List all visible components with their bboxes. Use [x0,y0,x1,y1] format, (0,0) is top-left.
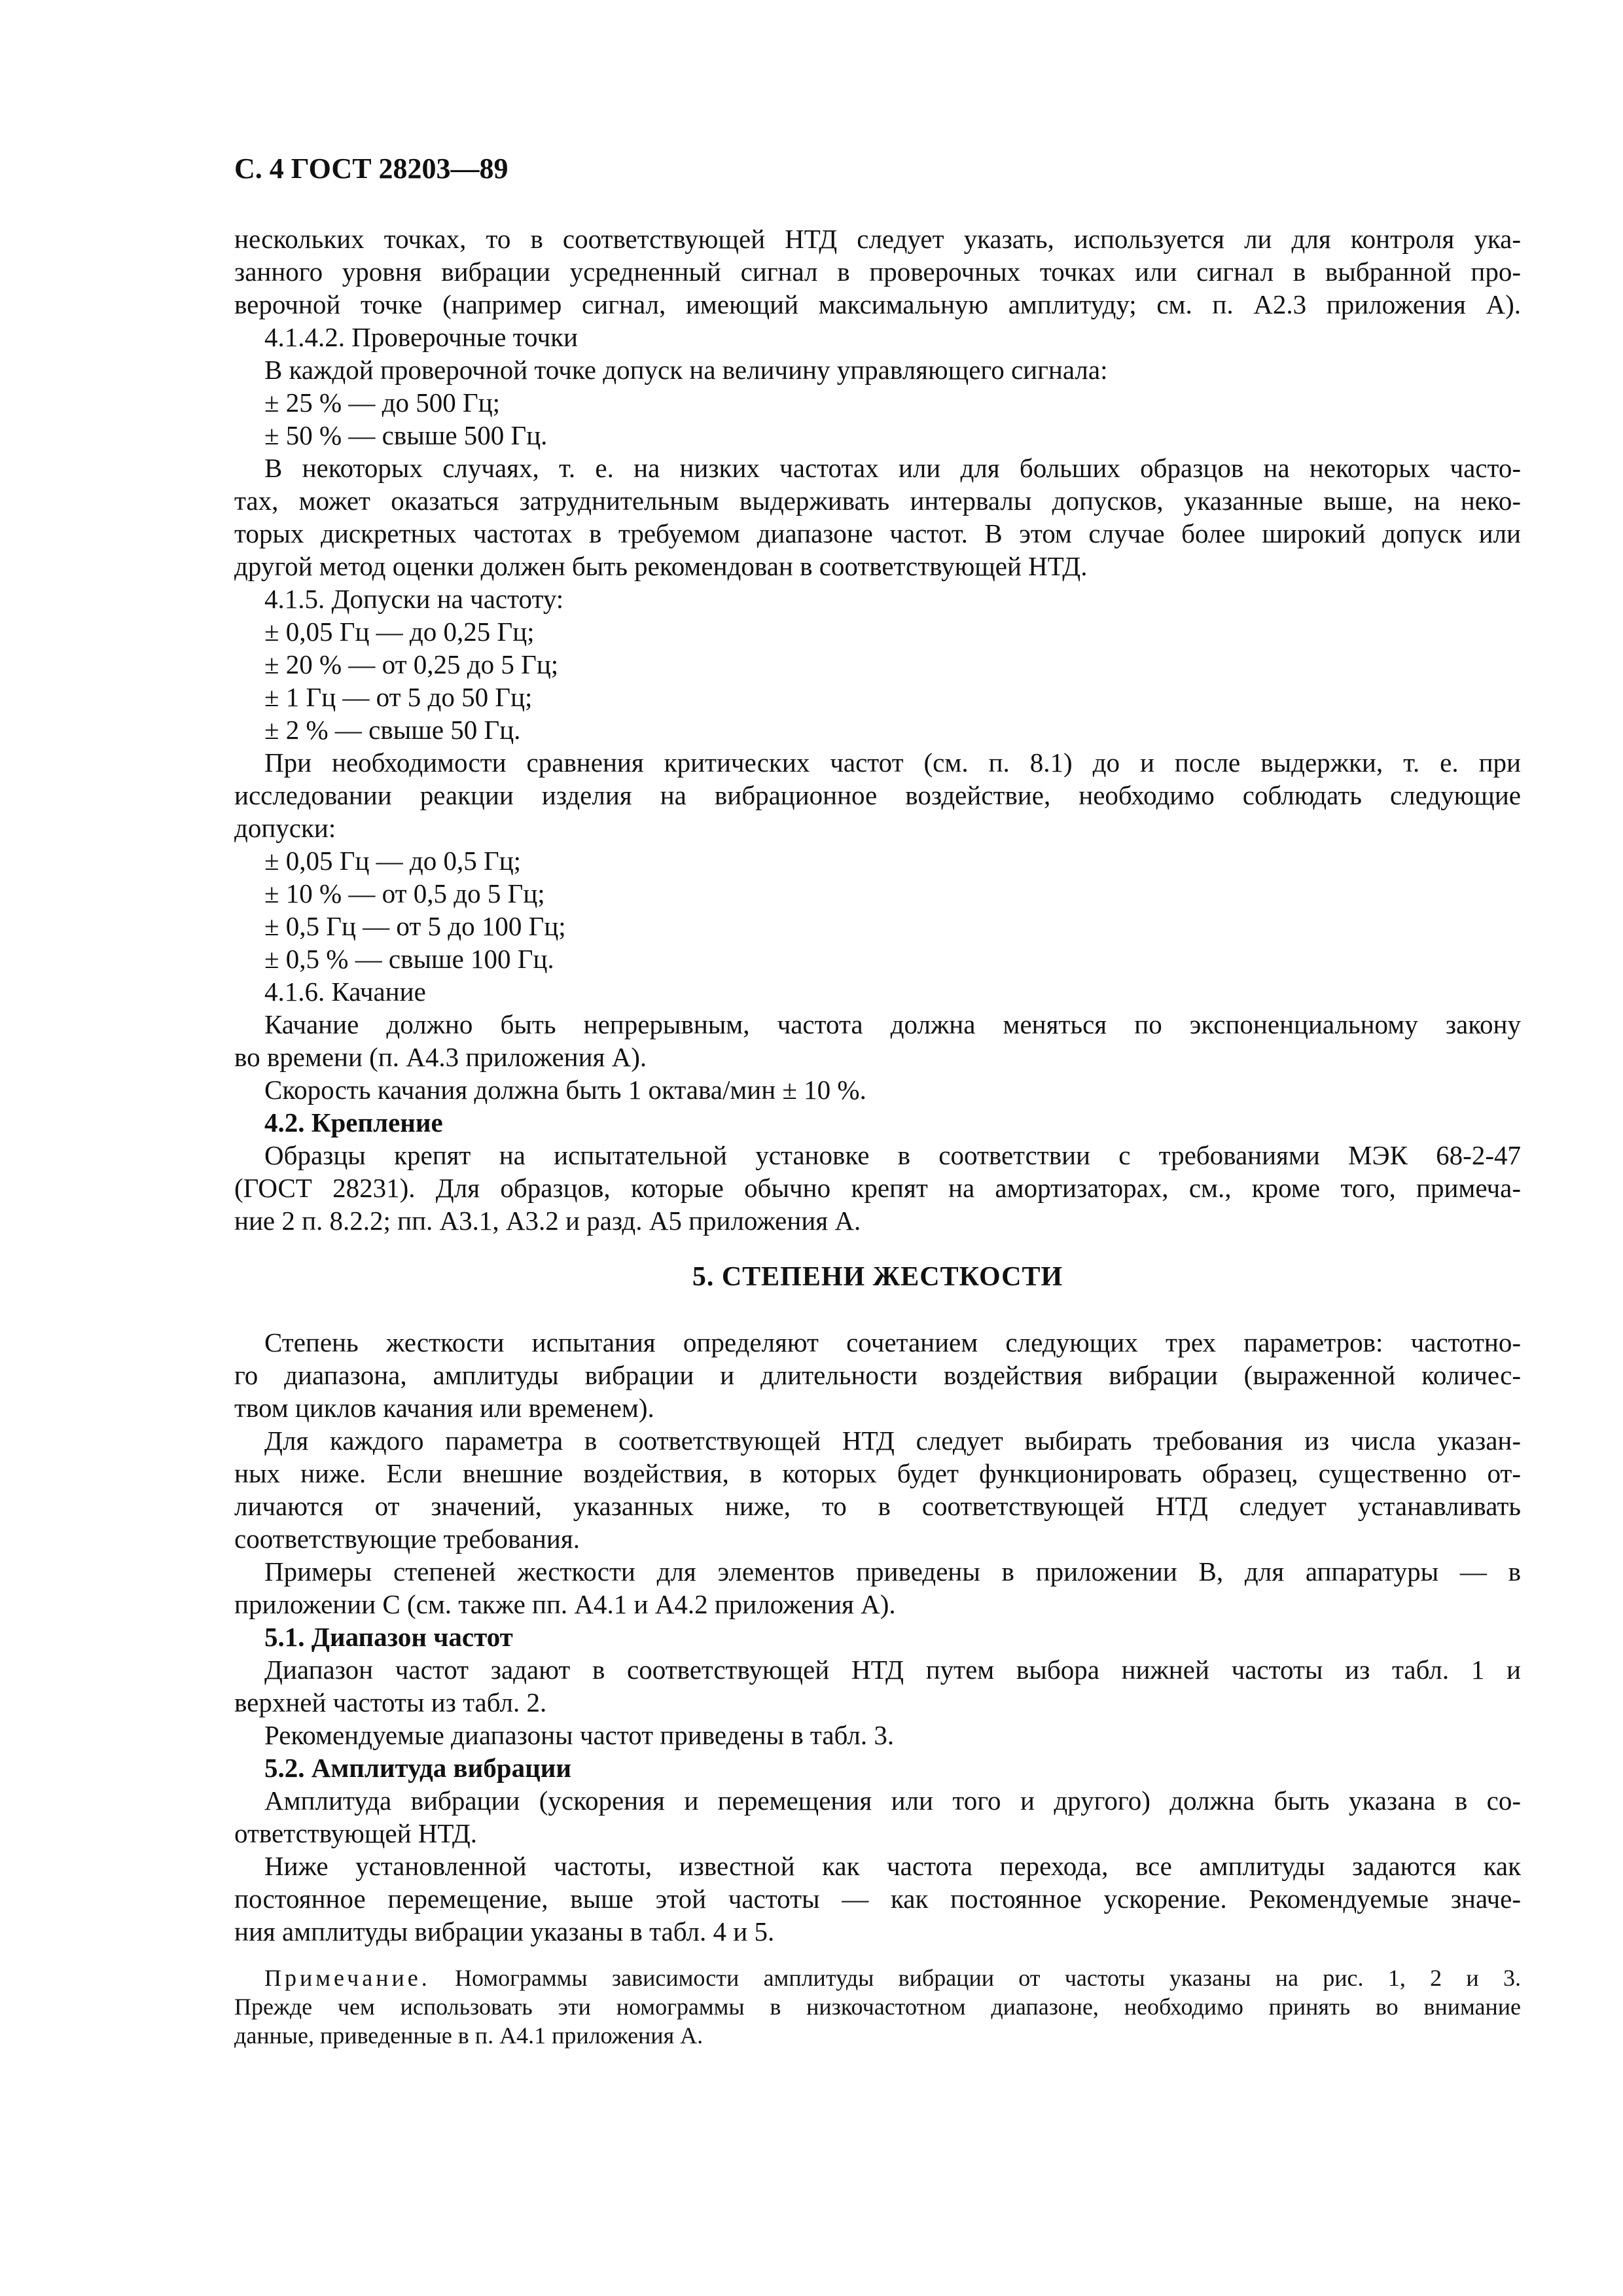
text-line: ± 10 % — от 0,5 до 5 Гц; [264,878,545,908]
text-line: Качание должно быть непрерывным, частота должна меняться по экспоненциальному закону [264,1009,1521,1039]
text-line: Диапазон частот задают в соответствующей НТД путем выбора нижней частоты из табл. 1 и [264,1655,1521,1685]
text-line: го диапазона, амплитуды вибрации и длительности воздействия вибрации (выраженной количес- [234,1360,1521,1390]
text-line: В каждой проверочной точке допуск на величину управляющего сигнала: [264,355,1108,385]
section-4-continuation [234,223,1521,1237]
note-line [234,1964,1521,1992]
subsection-title: 5.2. Амплитуда вибрации [264,1753,571,1783]
text-line: (ГОСТ 28231). Для образцов, которые обычно крепят на амортизаторах, см., кроме того, примеча- [234,1173,1521,1203]
text-line: ± 0,5 Гц — от 5 до 100 Гц; [264,911,566,941]
note-first-line-text: Номограммы зависимости амплитуды вибрации от частоты указаны на рис. 1, 2 и 3. [430,1965,1521,1991]
text-line: 4.1.6. Качание [264,977,426,1007]
text-line: ± 50 % — свыше 500 Гц. [264,420,548,450]
section-heading: 5. СТЕПЕНИ ЖЕСТКОСТИ [692,1262,1063,1292]
text-line: ± 1 Гц — от 5 до 50 Гц; [264,682,533,712]
text-line: занного уровня вибрации усредненный сигнал в проверочных точках или сигнал в выбранной про- [234,257,1521,287]
note-label: Примечание. [264,1965,431,1991]
note-line: данные, приведенные в п. А4.1 приложения А. [234,2022,704,2049]
text-line: тах, может оказаться затруднительным выдерживать интервалы допусков, указанные выше, на неко- [234,486,1521,516]
text-line: торых дискретных частотах в требуемом диапазоне частот. В этом случае более широкий допуск или [234,518,1521,548]
note-line: Прежде чем использовать эти номограммы в низкочастотном диапазоне, необходимо принять во внимание [234,1994,1521,2020]
text-line: приложении С (см. также пп. А4.1 и А4.2 приложения А). [234,1589,896,1619]
text-line: нескольких точках, то в соответствующей НТД следует указать, используется ли для контроля ука- [234,224,1521,254]
page-content [234,149,1521,2050]
text-line: постоянное перемещение, выше этой частоты — как постоянное ускорение. Рекомендуемые значе- [234,1884,1521,1914]
subsection-title: 4.2. Крепление [264,1107,443,1138]
text-line: личаются от значений, указанных ниже, то в соответствующей НТД следует устанавливать [234,1491,1521,1521]
text-line: Амплитуда вибрации (ускорения и перемещения или того и другого) должна быть указана в со- [264,1785,1521,1816]
text-line: допуски: [234,813,336,843]
text-line: ± 2 % — свыше 50 Гц. [264,715,521,745]
text-line: ± 0,05 Гц — до 0,25 Гц; [264,617,535,647]
text-line: 4.1.5. Допуски на частоту: [264,584,564,614]
text-line: При необходимости сравнения критических частот (см. п. 8.1) до и после выдержки, т. е. при [264,747,1521,778]
text-line: В некоторых случаях, т. е. на низких частотах или для больших образцов на некоторых часто- [264,453,1521,483]
text-line: исследовании реакции изделия на вибрационное воздействие, необходимо соблюдать следующие [234,780,1521,810]
text-line: Ниже установленной частоты, известной как частота перехода, все амплитуды задаются как [264,1851,1521,1881]
section-5-body [234,1326,1521,1948]
text-line: Примеры степеней жесткости для элементов приведены в приложении В, для аппаратуры — в [264,1556,1521,1587]
text-line: твом циклов качания или временем). [234,1393,654,1423]
text-line: во времени (п. А4.3 приложения А). [234,1042,647,1072]
text-line: ния амплитуды вибрации указаны в табл. 4 и 5. [234,1916,775,1946]
text-line: ответствующей НТД. [234,1818,478,1848]
text-line: верхней частоты из табл. 2. [234,1687,547,1717]
text-line: Скорость качания должна быть 1 октава/мин ± 10 %. [264,1075,866,1105]
text-line: ± 25 % — до 500 Гц; [264,387,501,418]
text-line: ± 0,05 Гц — до 0,5 Гц; [264,846,522,876]
text-line: ± 0,5 % — свыше 100 Гц. [264,944,554,974]
note [234,1964,1521,2050]
text-line: Для каждого параметра в соответствующей НТД следует выбирать требования из числа указан- [264,1426,1521,1456]
text-line: Рекомендуемые диапазоны частот приведены в табл. 3. [264,1720,895,1750]
text-line: ± 20 % — от 0,25 до 5 Гц; [264,649,559,679]
text-line: Степень жесткости испытания определяют сочетанием следующих трех параметров: частотно- [264,1327,1521,1357]
text-line: 4.1.4.2. Проверочные точки [264,322,578,352]
text-line: соответствующие требования. [234,1524,580,1554]
text-line: ние 2 п. 8.2.2; пп. А3.1, А3.2 и разд. А5 приложения А. [234,1206,861,1236]
subsection-title: 5.1. Диапазон частот [264,1622,513,1652]
page-header: С. 4 ГОСТ 28203—89 [234,152,508,185]
text-line: ных ниже. Если внешние воздействия, в которых будет функционировать образец, существенно от- [234,1458,1521,1488]
text-line: Образцы крепят на испытательной установке в соответствии с требованиями МЭК 68-2-47 [264,1140,1521,1170]
text-line: верочной точке (например сигнал, имеющий максимальную амплитуду; см. п. А2.3 приложения А). [234,289,1521,319]
text-line: другой метод оценки должен быть рекомендован в соответствующей НТД. [234,551,1088,581]
